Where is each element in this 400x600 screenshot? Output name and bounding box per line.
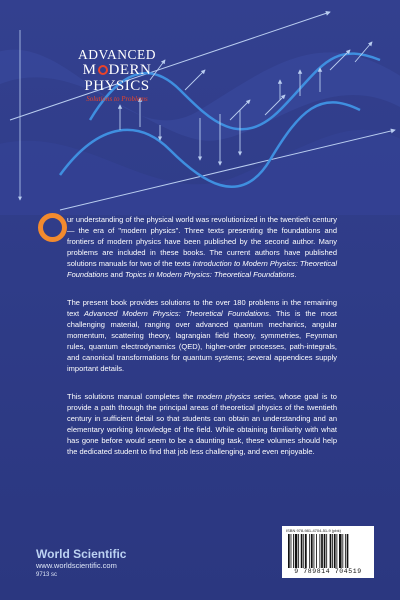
publisher-name: World Scientific (36, 547, 127, 561)
barcode-panel (282, 526, 374, 578)
blurb-1-text-before: ur understanding of the physical world was revolutionized in the twentieth century — the era of "modern physics". Three texts presenting the foundations and frontiers of modern physics have been published by the second author. Many problems are included in these books. The current authors have published solutions manuals for two of the texts (67, 215, 337, 268)
blurb-paragraph-3: This solutions manual completes the modern physics series, whose goal is to provide a path through the principal areas of theoretical physics of the twentieth century in sufficient detail so that students can obtain an understanding and an elementary working knowledge of the field. While obtaining familiarity with what has gone before would seem to be a daunting task, these volumes should help the dedicated student to find that job less challenging, and even enjoyable. (67, 392, 337, 456)
book-title-topics: Topics in Modern Physics: Theoretical Foundations (124, 270, 295, 279)
logo-subtitle: Solutions to Problems (86, 95, 148, 103)
logo-line-physics: PHYSICS (84, 78, 150, 94)
barcode-icon (288, 534, 368, 568)
book-title-introduction: Introduction to Modern Physics: Theoretical Foundations (67, 259, 337, 279)
blurb-paragraph-1: ur understanding of the physical world was revolutionized in the twentieth century — the era of "modern physics". Three texts presenting the foundations and frontiers of modern physics have been published by the second author. Many problems are included in these books. The current authors have published solutions manuals for two of the texts Introduction to Modern Physics: Theoretical Foundations and Topics in Modern Physics: Theoretical Foundations. (67, 215, 337, 279)
series-name: modern physics (196, 392, 251, 401)
isbn-text: ISBN 978-981-4704-51-9 (pbk) (286, 528, 341, 533)
publisher-url[interactable]: www.worldscientific.com (36, 561, 117, 570)
logo-line-advanced: ADVANCED (77, 47, 156, 62)
publisher-block (36, 548, 126, 579)
logo-line-modern: M DERN (82, 62, 152, 78)
book-title-advanced: Advanced Modern Physics: Theoretical Foundations (84, 309, 269, 318)
drop-cap-ring (38, 213, 67, 242)
blurb-paragraph-2: The present book provides solutions to the over 180 problems in the remaining text Advanced Modern Physics: Theoretical Foundations. This is the most challenging material, ranging over advanced quantum mechanics, angular momentum, scattering theory, lagrangian field theory, symmetries, Feynman rules, quantum electrodynamics (QED), higher-order processes, path-integrals, and canonical transformations for quantum systems; several appendices supply important details. (67, 298, 337, 373)
barcode-number: 9 789814 704519 (294, 568, 362, 575)
catalog-code: 9713 sc (36, 572, 58, 578)
eye-icon (98, 65, 108, 75)
wave-illustration (0, 0, 400, 215)
series-logo (62, 48, 172, 103)
